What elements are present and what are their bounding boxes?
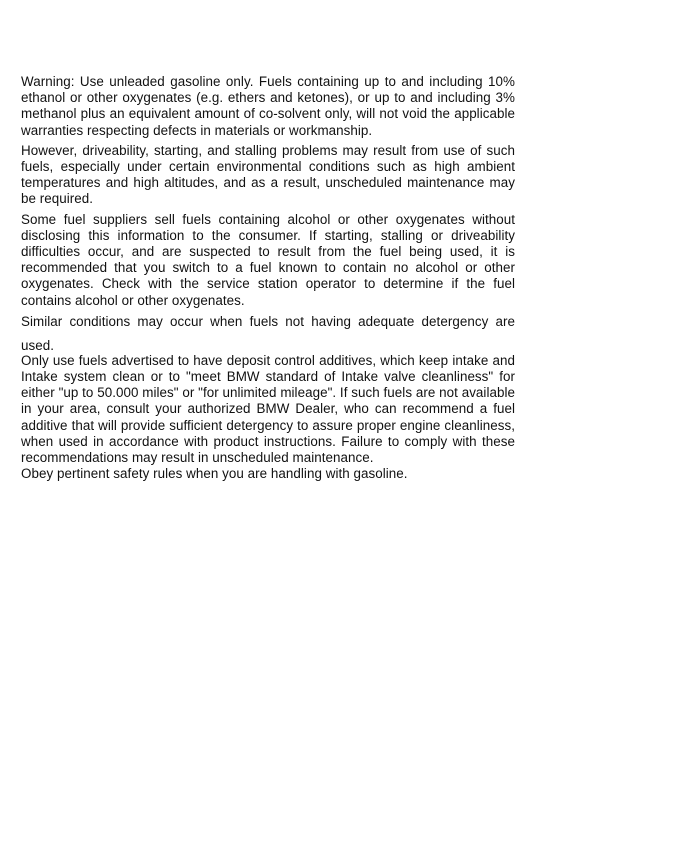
deposit-control-paragraph: Only use fuels advertised to have deposit control additives, which keep intake and Intake system clean or to "meet BMW standard of Intake valve cleanliness" for either "up to 50.000 miles" or "for unlimited mileage". If such fuels are not available in your area, consult your authorized BMW Dealer, who can recommend a fuel additive that will provide sufficient detergency to assure proper engine cleanliness, when used in accordance with product instructions. Failure to comply with these recommendations may result in unscheduled maintenance. bbox=[21, 352, 515, 466]
similar-conditions-paragraph: Similar conditions may occur when fuels not having adequate detergency are used. bbox=[21, 313, 515, 353]
safety-rules-paragraph: Obey pertinent safety rules when you are handling with gasoline. bbox=[21, 466, 408, 482]
fuel-suppliers-paragraph: Some fuel suppliers sell fuels containing alcohol or other oxygenates without disclosing this information to the consumer. If starting, stalling or driveability difficulties occur, and are suspected to result from the fuel being used, it is recommended that you switch to a fuel known to contain no alcohol or other oxygenates. Check with the service station operator to determine if the fuel contains alcohol or other oxygenates. bbox=[21, 211, 515, 308]
warning-paragraph: Warning: Use unleaded gasoline only. Fuels containing up to and including 10% ethanol or other oxygenates (e.g. ethers and ketones), or up to and including 3% methanol plus an equivalent amount of co-solvent only, will not void the applicable warranties respecting defects in materials or workmanship. bbox=[21, 74, 515, 138]
driveability-paragraph: However, driveability, starting, and stalling problems may result from use of such fuels, especially under certain environmental conditions such as high ambient temperatures and high altitudes, and as a result, unscheduled maintenance may be required. bbox=[21, 142, 515, 207]
fuel-warning-text bbox=[21, 74, 515, 482]
